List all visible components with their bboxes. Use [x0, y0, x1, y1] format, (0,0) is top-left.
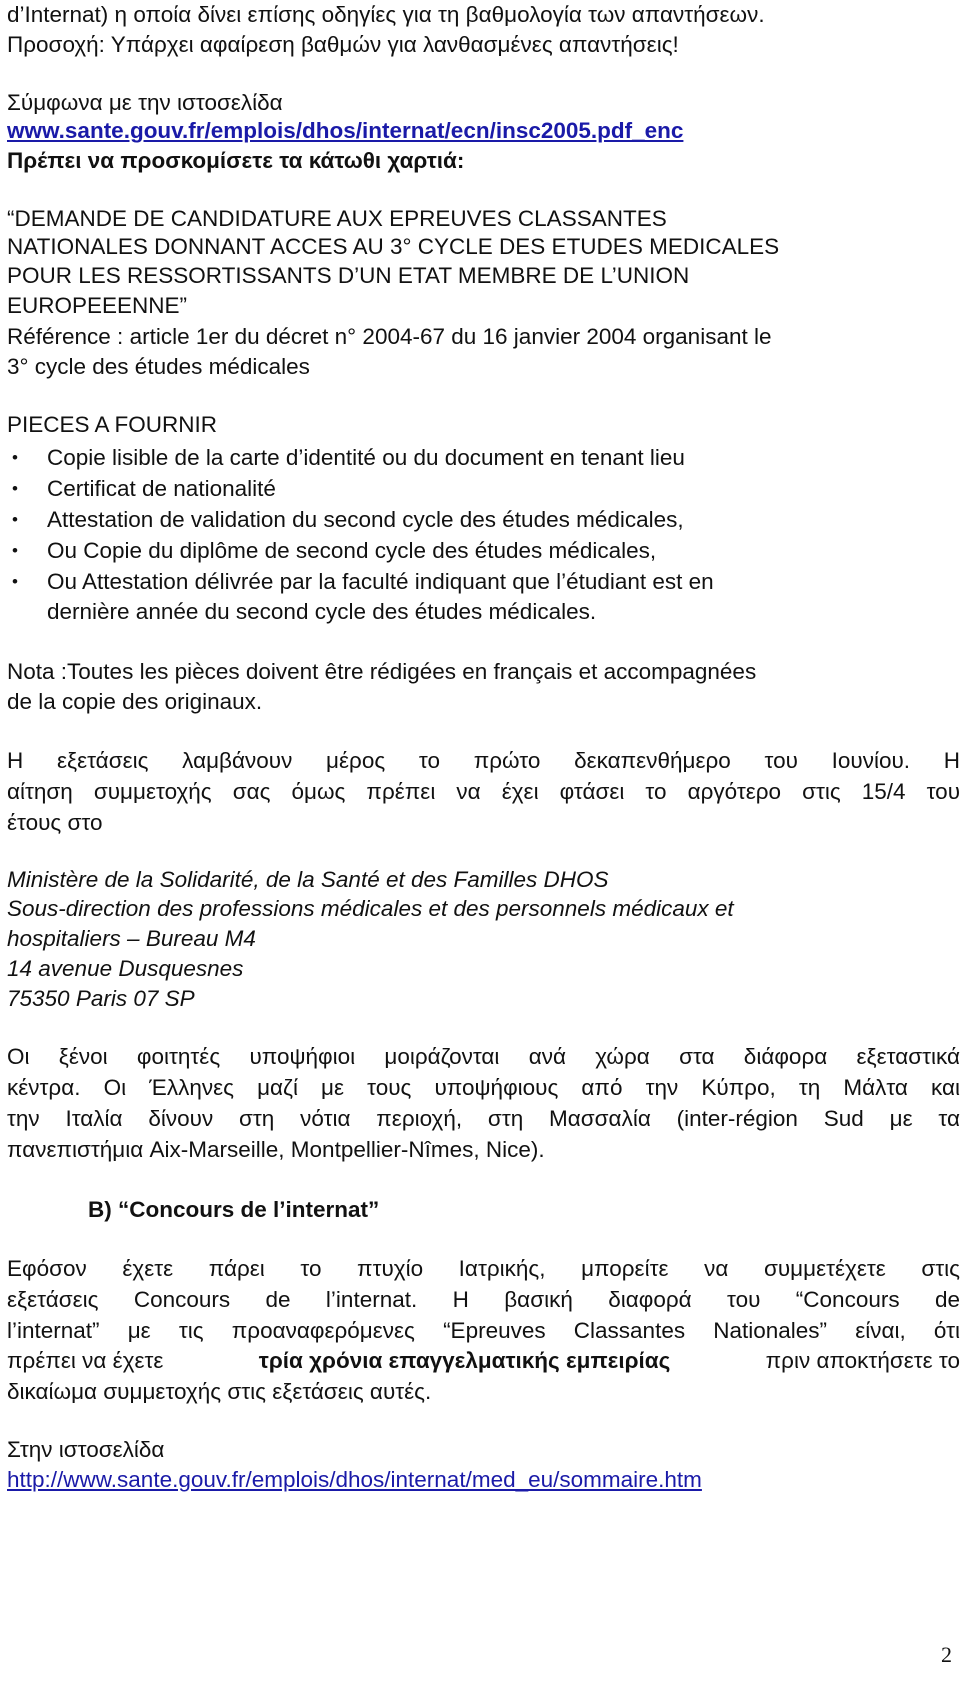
paragraph-line: l’internat” με τις προαναφερόμενες “Epreuves Classantes Nationales” είναι, ότι: [7, 1318, 960, 1343]
address-line: 75350 Paris 07 SP: [7, 986, 195, 1011]
bullet-icon: •: [12, 510, 18, 529]
paragraph-line: κέντρα. Οι Έλληνες μαζί με τους υποψήφιους από την Κύπρο, τη Μάλτα και: [7, 1075, 960, 1100]
bullet-icon: •: [12, 479, 18, 498]
reference-line: Référence : article 1er du décret n° 2004-67 du 16 janvier 2004 organisant le: [7, 324, 772, 349]
list-item: Copie lisible de la carte d’identité ou du document en tenant lieu: [47, 445, 685, 470]
text-segment: πρέπει να έχετε: [7, 1348, 170, 1373]
bullet-icon: •: [12, 448, 18, 467]
paragraph-line: Εφόσον έχετε πάρει το πτυχίο Ιατρικής, μπορείτε να συμμετέχετε στις: [7, 1256, 960, 1281]
paragraph-line: πανεπιστήμια Aix-Marseille, Montpellier-Nîmes, Nice).: [7, 1137, 545, 1162]
list-item-continuation: dernière année du second cycle des études médicales.: [47, 599, 597, 624]
bold-instruction: Πρέπει να προσκομίσετε τα κάτωθι χαρτιά:: [7, 148, 465, 173]
paragraph-line: [7, 1346, 960, 1376]
paragraph-line: αίτηση συμμετοχής σας όμως πρέπει να έχει φτάσει το αργότερο στις 15/4 του: [7, 779, 960, 804]
note-line: de la copie des originaux.: [7, 689, 263, 714]
text-line: Στην ιστοσελίδα: [7, 1437, 165, 1462]
list-item: Ou Copie du diplôme de second cycle des études médicales,: [47, 538, 657, 563]
bold-emphasis: τρία χρόνια επαγγελματικής εμπειρίας: [258, 1348, 671, 1373]
paragraph-line: δικαίωμα συμμετοχής στις εξετάσεις αυτές.: [7, 1379, 432, 1404]
reference-line: 3° cycle des études médicales: [7, 354, 310, 379]
text-line: Προσοχή: Υπάρχει αφαίρεση βαθμών για λανθασμένες απαντήσεις!: [7, 32, 679, 57]
list-item: Certificat de nationalité: [47, 476, 276, 501]
pieces-heading: PIECES A FOURNIR: [7, 412, 218, 437]
address-line: Ministère de la Solidarité, de la Santé et des Familles DHOS: [7, 867, 609, 892]
paragraph-line: Οι ξένοι φοιτητές υποψήφιοι μοιράζονται ανά χώρα στα διάφορα εξεταστικά: [7, 1044, 960, 1069]
list-item: Ou Attestation délivrée par la faculté indiquant que l’étudiant est en: [47, 569, 714, 594]
link-insc2005[interactable]: www.sante.gouv.fr/emplois/dhos/internat/ecn/insc2005.pdf_enc: [7, 118, 684, 143]
note-line: Nota :Toutes les pièces doivent être rédigées en français et accompagnées: [7, 659, 757, 684]
form-title-line: EUROPEEENNE”: [7, 293, 188, 318]
text-segment: πριν αποκτήσετε το: [759, 1348, 960, 1373]
address-line: hospitaliers – Bureau M4: [7, 926, 256, 951]
text-line: d’Internat) η οποία δίνει επίσης οδηγίες για τη βαθμολογία των απαντήσεων.: [7, 2, 765, 27]
paragraph-line: την Ιταλία δίνουν στη νότια περιοχή, στη Μασσαλία (inter-région Sud με τα: [7, 1106, 960, 1131]
form-title-line: “DEMANDE DE CANDIDATURE AUX EPREUVES CLASSANTES: [7, 206, 667, 231]
form-title-line: NATIONALES DONNANT ACCES AU 3° CYCLE DES ETUDES MEDICALES: [7, 234, 780, 259]
list-item: Attestation de validation du second cycle des études médicales,: [47, 507, 684, 532]
text-line: Σύμφωνα με την ιστοσελίδα: [7, 90, 283, 115]
bullet-icon: •: [12, 541, 18, 560]
paragraph-line: Η εξετάσεις λαμβάνουν μέρος το πρώτο δεκαπενθήμερο του Ιουνίου. Η: [7, 748, 960, 773]
paragraph-line: εξετάσεις Concours de l’internat. Η βασική διαφορά του “Concours de: [7, 1287, 960, 1312]
address-line: Sous-direction des professions médicales et des personnels médicaux et: [7, 896, 734, 921]
paragraph-line: έτους στο: [7, 810, 103, 835]
link-sommaire[interactable]: http://www.sante.gouv.fr/emplois/dhos/internat/med_eu/sommaire.htm: [7, 1467, 702, 1492]
section-heading: B) “Concours de l’internat”: [88, 1197, 380, 1222]
page-number: 2: [941, 1642, 952, 1667]
form-title-line: POUR LES RESSORTISSANTS D’UN ETAT MEMBRE DE L’UNION: [7, 263, 690, 288]
address-line: 14 avenue Dusquesnes: [7, 956, 244, 981]
bullet-icon: •: [12, 572, 18, 591]
